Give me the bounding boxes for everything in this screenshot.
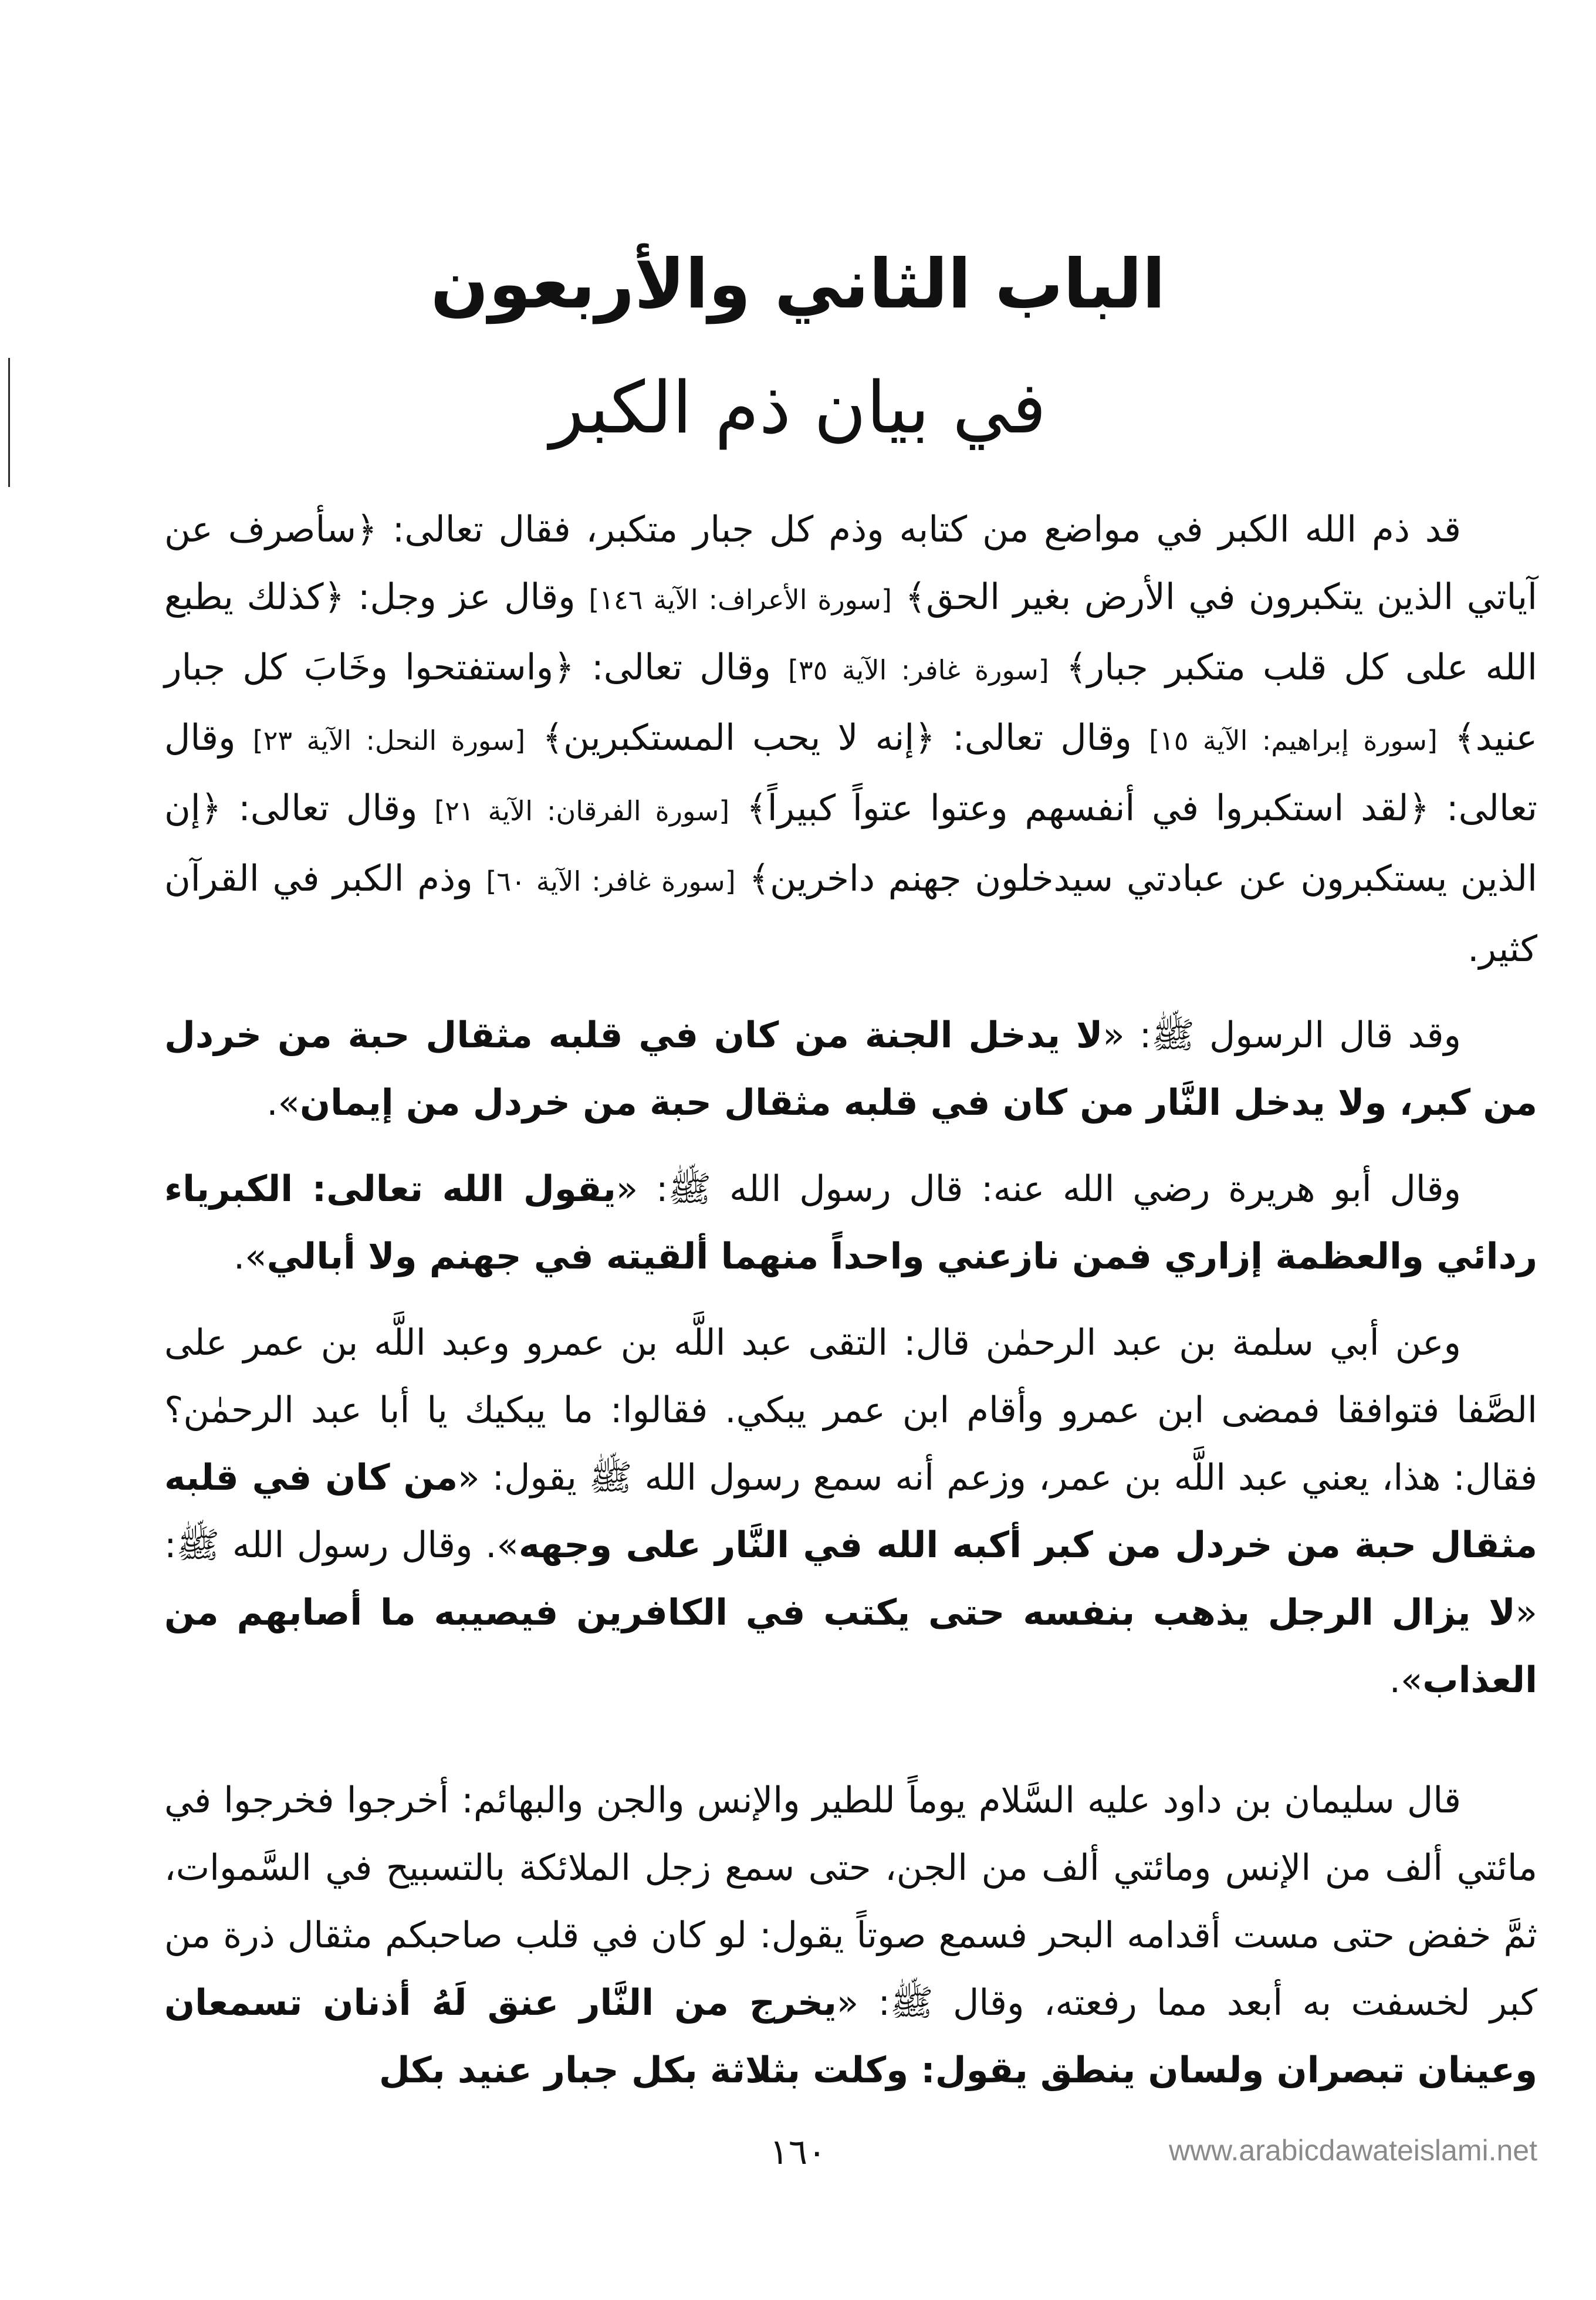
para-quran-verses <box>164 496 1537 983</box>
text-segment: وقال تعالى: ﴿إن الذين يستكبرون عن عبادتي سيدخلون جهنم داخرين﴾ <box>164 787 1537 899</box>
verse-reference: [سورة الفرقان: الآية ٢١] <box>434 795 730 827</box>
hadith-text: لا يزال الرجل يذهب بنفسه حتى يكتب في الكافرين فيصيبه ما أصابهم من العذاب <box>164 1592 1537 1701</box>
hadith-text: من كان في قلبه مثقال حبة من خردل من كبر أكبه الله في النَّار على وجهه <box>164 1457 1537 1566</box>
hadith-text: يقول الله تعالى: الكبرياء ردائي والعظمة إزاري فمن نازعني واحداً منهما ألقيته في جهنم ولا أبالي <box>164 1168 1537 1277</box>
chapter-title: الباب الثاني والأربعون <box>430 245 1166 324</box>
para-hadith-3 <box>164 1309 1537 1714</box>
body-text <box>164 496 1537 2123</box>
text-segment: ». <box>233 1236 267 1277</box>
text-segment: ». <box>266 1082 300 1124</box>
text-segment: وعن أبي سلمة بن عبد الرحمٰن قال: التقى عبد اللَّه بن عمرو وعبد اللَّه بن عمر على الصَّفا فتوافقا فمضى ابن عمرو وأقام ابن عمر يبكي. فقالوا: ما يبكيك يا أبا عبد الرحمٰن؟ فقال: هذا، يعني عبد اللَّه بن عمر، وزعم أنه سمع رسول الله ﷺ يقول: « <box>164 1322 1537 1499</box>
para-sulaiman <box>164 1767 1537 2104</box>
text-segment: وقد قال الرسول ﷺ: « <box>1103 1014 1461 1056</box>
text-segment: وذم الكبر في القرآن كثير. <box>164 858 1537 970</box>
hadith-text: يخرج من النَّار عنق لَهُ أذنان تسمعان وعينان تبصران ولسان ينطق يقول: وكلت بثلاثة بكل جبار عنيد بكل <box>164 1982 1537 2091</box>
text-segment: قد ذم الله الكبر في مواضع من كتابه وذم كل جبار متكبر، فقال تعالى: ﴿سأصرف عن آياتي الذين يتكبرون في الأرض بغير الحق﴾ <box>164 509 1538 618</box>
text-segment: ». <box>1389 1659 1423 1701</box>
text-segment: وقال تعالى: ﴿إنه لا يحب المستكبرين﴾ <box>525 717 1149 759</box>
page-number: ١٦٠ <box>769 2132 827 2173</box>
hadith-text: لا يدخل الجنة من كان في قلبه مثقال حبة من خردل من كبر، ولا يدخل النَّار من كان في قلبه مثقال حبة من خردل من إيمان <box>164 1014 1537 1124</box>
verse-reference: [سورة غافر: الآية ٦٠] <box>486 865 736 897</box>
verse-reference: [سورة الأعراف: الآية ١٤٦] <box>589 584 892 615</box>
text-segment: ». وقال رسول الله ﷺ: « <box>164 1524 1537 1633</box>
verse-reference: [سورة غافر: الآية ٣٥] <box>788 654 1049 686</box>
para-hadith-2 <box>164 1155 1537 1290</box>
text-segment: وقال عز وجل: ﴿كذلك يطبع الله على كل قلب متكبر جبار﴾ <box>164 576 1537 688</box>
watermark-url: www.arabicdawateislami.net <box>1168 2134 1537 2167</box>
chapter-subtitle: في بيان ذم الكبر <box>549 366 1047 449</box>
text-segment: وقال أبو هريرة رضي الله عنه: قال رسول الله ﷺ: « <box>616 1168 1461 1210</box>
text-segment: وقال تعالى: ﴿لقد استكبروا في أنفسهم وعتوا عتواً كبيراً﴾ <box>164 717 1537 829</box>
text-segment: قال سليمان بن داود عليه السَّلام يوماً للطير والإنس والجن والبهائم: أخرجوا فخرجوا في مائتي ألف من الإنس ومائتي ألف من الجن، حتى سمع زجل الملائكة بالتسبيح في السَّموات، ثمَّ خفض حتى مست أقدامه البحر فسمع صوتاً يقول: لو كان في قلب صاحبكم مثقال ذرة من كبر لخسفت به أبعد مما رفعته، وقال ﷺ: « <box>164 1780 1537 2024</box>
text-segment: وقال تعالى: ﴿واستفتحوا وخَابَ كل جبار عنيد﴾ <box>164 647 1537 759</box>
verse-reference: [سورة إبراهيم: الآية ١٥] <box>1149 725 1438 756</box>
verse-reference: [سورة النحل: الآية ٢٣] <box>252 725 526 756</box>
para-hadith-1 <box>164 1002 1537 1137</box>
